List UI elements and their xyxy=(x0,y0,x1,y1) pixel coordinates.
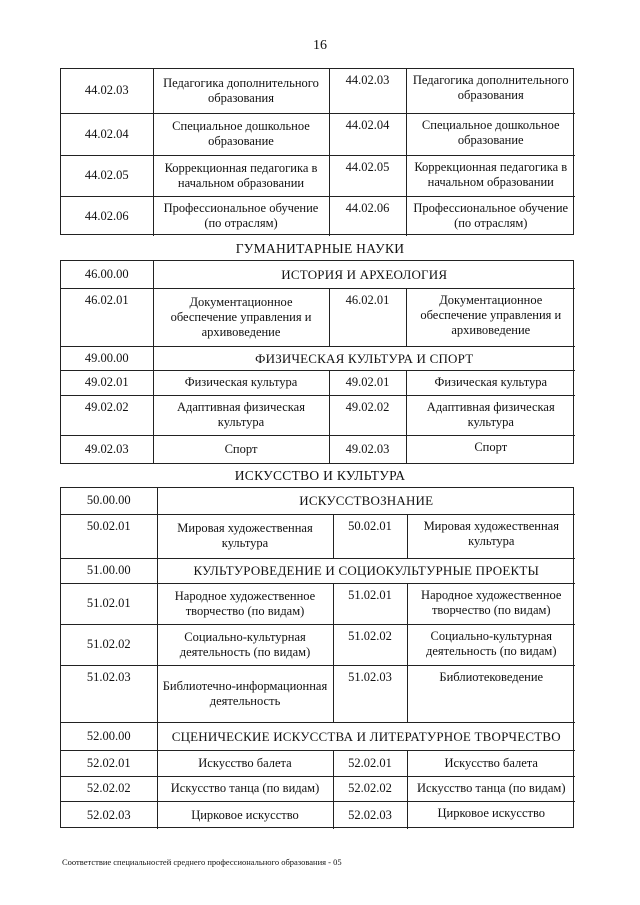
code-cell: 51.02.02 xyxy=(61,624,157,665)
name-cell: Профессиональное обучение (по отраслям) xyxy=(406,196,575,236)
name-cell: Документационное обеспечение управления и архивоведение xyxy=(406,288,575,346)
name-cell: Адаптивная физическая культура xyxy=(406,395,575,435)
table-row xyxy=(61,155,575,196)
page-number: 16 xyxy=(313,38,327,53)
name-cell: Искусство танца (по видам) xyxy=(407,776,575,801)
name-cell: Педагогика дополнительного образования xyxy=(406,69,575,113)
code-cell: 50.02.01 xyxy=(333,514,407,558)
code-cell: 44.02.04 xyxy=(61,113,153,155)
code-cell: 51.02.02 xyxy=(333,624,407,665)
page-footer: Соответствие специальностей среднего профессионального образования - 05 xyxy=(62,857,342,867)
group-code: 50.00.00 xyxy=(61,488,157,514)
table-row xyxy=(61,776,575,801)
table-row xyxy=(61,288,575,346)
code-cell: 51.02.01 xyxy=(333,583,407,624)
code-cell: 52.02.03 xyxy=(333,801,407,829)
table-education xyxy=(60,68,574,235)
code-cell: 52.02.01 xyxy=(333,750,407,776)
name-cell: Искусство балета xyxy=(407,750,575,776)
group-title: СЦЕНИЧЕСКИЕ ИСКУССТВА И ЛИТЕРАТУРНОЕ ТВОРЧЕСТВО xyxy=(157,722,575,750)
group-row xyxy=(61,346,575,370)
name-cell: Специальное дошкольное образование xyxy=(406,113,575,155)
code-cell: 49.02.03 xyxy=(61,435,153,463)
table-row xyxy=(61,69,575,113)
table-arts xyxy=(60,487,574,828)
code-cell: 44.02.03 xyxy=(61,69,153,113)
code-cell: 51.02.03 xyxy=(61,665,157,722)
group-title: ФИЗИЧЕСКАЯ КУЛЬТУРА И СПОРТ xyxy=(153,346,575,370)
table-row xyxy=(61,196,575,236)
code-cell: 52.02.01 xyxy=(61,750,157,776)
name-cell: Педагогика дополнительного образования xyxy=(153,69,329,113)
group-code: 49.00.00 xyxy=(61,346,153,370)
group-code: 52.00.00 xyxy=(61,722,157,750)
code-cell: 44.02.05 xyxy=(329,155,406,196)
name-cell: Народное художественное творчество (по видам) xyxy=(407,583,575,624)
name-cell: Мировая художественная культура xyxy=(407,514,575,558)
table-row xyxy=(61,113,575,155)
code-cell: 52.02.03 xyxy=(61,801,157,829)
code-cell: 44.02.06 xyxy=(329,196,406,236)
code-cell: 51.02.01 xyxy=(61,583,157,624)
name-cell: Коррекционная педагогика в начальном образовании xyxy=(153,155,329,196)
name-cell: Спорт xyxy=(406,435,575,463)
name-cell: Физическая культура xyxy=(406,370,575,395)
name-cell: Профессиональное обучение (по отраслям) xyxy=(153,196,329,236)
table-row xyxy=(61,801,575,829)
name-cell: Социально-культурная деятельность (по видам) xyxy=(157,624,333,665)
name-cell: Искусство балета xyxy=(157,750,333,776)
code-cell: 50.02.01 xyxy=(61,514,157,558)
code-cell: 44.02.03 xyxy=(329,69,406,113)
group-row xyxy=(61,261,575,288)
table-row xyxy=(61,435,575,463)
name-cell: Цирковое искусство xyxy=(157,801,333,829)
code-cell: 44.02.04 xyxy=(329,113,406,155)
code-cell: 49.02.01 xyxy=(61,370,153,395)
name-cell: Мировая художественная культура xyxy=(157,514,333,558)
group-row xyxy=(61,722,575,750)
name-cell: Адаптивная физическая культура xyxy=(153,395,329,435)
group-row xyxy=(61,488,575,514)
table-row xyxy=(61,665,575,722)
code-cell: 49.02.02 xyxy=(61,395,153,435)
group-code: 51.00.00 xyxy=(61,558,157,583)
group-code: 46.00.00 xyxy=(61,261,153,288)
code-cell: 52.02.02 xyxy=(333,776,407,801)
section-heading-humanities: ГУМАНИТАРНЫЕ НАУКИ xyxy=(235,241,405,256)
code-cell: 52.02.02 xyxy=(61,776,157,801)
name-cell: Физическая культура xyxy=(153,370,329,395)
section-heading-arts: ИСКУССТВО И КУЛЬТУРА xyxy=(234,468,406,483)
code-cell: 49.02.03 xyxy=(329,435,406,463)
code-cell: 51.02.03 xyxy=(333,665,407,722)
table-row xyxy=(61,583,575,624)
name-cell: Коррекционная педагогика в начальном образовании xyxy=(406,155,575,196)
group-title: ИСКУССТВОЗНАНИЕ xyxy=(157,488,575,514)
table-humanities xyxy=(60,260,574,464)
code-cell: 46.02.01 xyxy=(61,288,153,346)
group-row xyxy=(61,558,575,583)
table-row xyxy=(61,750,575,776)
code-cell: 46.02.01 xyxy=(329,288,406,346)
code-cell: 49.02.02 xyxy=(329,395,406,435)
table-row xyxy=(61,624,575,665)
name-cell: Искусство танца (по видам) xyxy=(157,776,333,801)
name-cell: Библиотековедение xyxy=(407,665,575,722)
table-row xyxy=(61,370,575,395)
table-row xyxy=(61,395,575,435)
group-title: ИСТОРИЯ И АРХЕОЛОГИЯ xyxy=(153,261,575,288)
name-cell: Библиотечно-информационная деятельность xyxy=(157,665,333,722)
table-row xyxy=(61,514,575,558)
code-cell: 44.02.06 xyxy=(61,196,153,236)
name-cell: Народное художественное творчество (по видам) xyxy=(157,583,333,624)
name-cell: Цирковое искусство xyxy=(407,801,575,829)
group-title: КУЛЬТУРОВЕДЕНИЕ И СОЦИОКУЛЬТУРНЫЕ ПРОЕКТЫ xyxy=(157,558,575,583)
code-cell: 44.02.05 xyxy=(61,155,153,196)
name-cell: Социально-культурная деятельность (по видам) xyxy=(407,624,575,665)
name-cell: Специальное дошкольное образование xyxy=(153,113,329,155)
name-cell: Документационное обеспечение управления и архивоведение xyxy=(153,288,329,346)
code-cell: 49.02.01 xyxy=(329,370,406,395)
name-cell: Спорт xyxy=(153,435,329,463)
